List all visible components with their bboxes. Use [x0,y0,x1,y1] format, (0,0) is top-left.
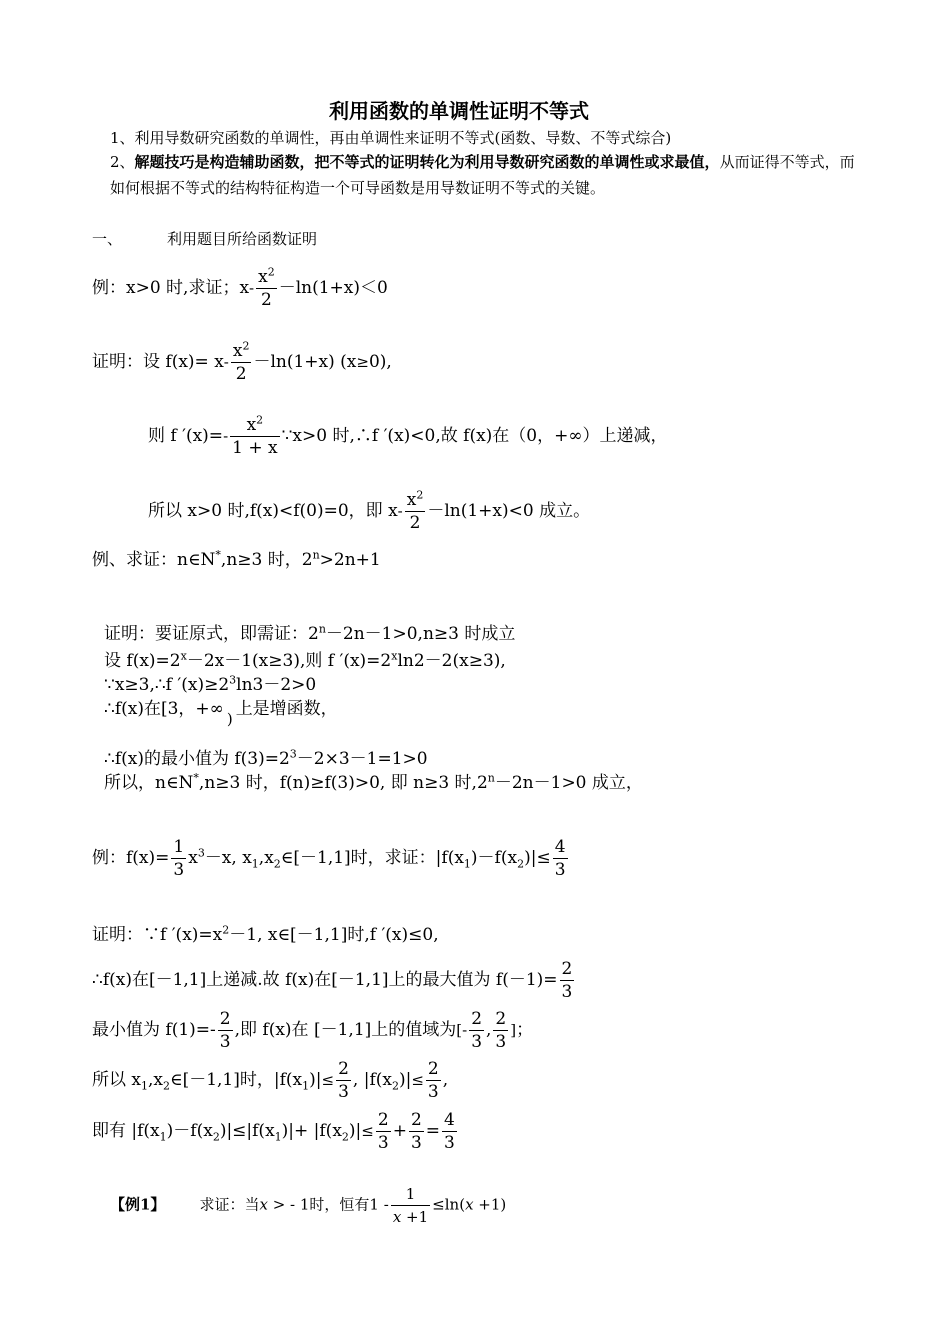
intro-item-1: 1、利用导数研究函数的单调性，再由单调性来证明不等式(函数、导数、不等式综合) [110,129,672,147]
ex2-statement: 例、求证：n∈N*,n≥3 时，$2^n>2n+1$ [92,548,381,570]
ex1-proof-derivative: 则 f ′(x)=- $\frac{x^2}{1 + x}$ ∵x>0 时,∴f ′(x)<0,故 f(x)在（0，+∞）上递减， [148,413,668,458]
intro-item-2-bold: 解题技巧是构造辅助函数，把不等式的证明转化为利用导数研究函数的单调性或求最值， [134,153,720,171]
ex3-proof-line-5: 即有 $|f(x_1)-f(x_2)|\le|f(x_1)|+ |f(x_2)|\le$ $\frac{2}{3}$ + $\frac{2}{3}$ = $\frac{4}{3}$ [92,1110,455,1153]
ex2-proof-line-6: 所以，n∈N*,n≥3 时，f(n)≥f(3)>0, 即 n≥3 时$,2^n-2n-1>0$ 成立， [104,771,643,793]
ex4-label: 【例1】 [110,1195,166,1214]
ex4-statement: 【例1】 求证：当x > - 1时，恒有1 - $\frac{1}{x +1}$ ≤ln(x +1) [110,1185,507,1226]
ex1-fraction: $\frac{x^2}{2}$ [258,265,275,310]
ex2-proof-line-5: ∴f(x)的最小值为 $f(3)=2^3-2\times 3-1=1>0$ [104,747,428,769]
ex3-statement: 例：f(x)= $\frac{1}{3}$ $x^3-x$, $x_1,x_2\in[-1,1]$时，求证：$|f(x_1)-f(x_2)|\le$ $\frac{4}{3}$ [92,837,566,880]
ex3-proof-line-4: 所以 $x_1,x_2\in[-1,1]$时，$|f(x_1)|\le$ $\frac{2}{3}$ , $|f(x_2)|\le$ $\frac{2}{3}$ , [92,1059,449,1102]
section-number: 一、 [92,230,123,248]
ex3-proof-line-3: 最小值为 f(1)=- $\frac{2}{3}$ ,即 f(x)在 [－1,1]上的值域为[- $\frac{2}{3}$ , $\frac{2}{3}$ ]； [92,1009,534,1052]
page-title: 利用函数的单调性证明不等式 [329,99,589,123]
ex2-proof-line-1: 证明：要证原式，即需证：$2^n-2n-1>0,n\ge 3$ 时成立 [104,622,516,644]
section-title: 利用题目所给函数证明 [167,230,318,248]
intro-item-2 [110,149,865,201]
ex1-conclusion: 所以 x>0 时,f(x)<f(0)=0，即 x- $\frac{x^2}{2}$ －ln(1+x)<0 成立。 [148,488,591,533]
ex2-proof-line-3: ∵x≥3,∴f $'(x)\ge 2^3\ln 3-2>0$ [104,673,317,695]
ex3-proof-line-2: ∴f(x)在[－1,1]上递减.故 f(x)在[－1,1]上的最大值为 f(－1)= $\frac{2}{3}$ [92,959,573,1002]
intro-item-2-prefix: 2、 [110,153,135,171]
ex2-proof-line-2: 设 $f(x)=2^x-2x-1(x\ge 3)$,则 f $'(x)=2^x\ln 2-2(x\ge 3)$, [104,649,506,671]
section-heading [92,228,317,250]
ex1-statement: 例：x>0 时,求证；x- $\frac{x^2}{2}$ －ln(1+x)＜0 [92,265,388,310]
intro-item-2-rest: 从而证得不等式，而如何根据不等式的结构特征构造一个可导函数是用导数证明不等式的关键。 [110,153,855,197]
ex3-proof-line-1: 证明：∵f $'(x)=x^2-1$, x∈[－1,1]时,f ′(x)≤0, [92,923,439,945]
ex1-proof-define: 证明：设 f(x)= x- $\frac{x^2}{2}$ －ln(1+x) (x≥0), [92,339,392,384]
ex2-proof-line-4: ∴f(x)在[3，+∞ ) 上是增函数， [104,699,338,728]
